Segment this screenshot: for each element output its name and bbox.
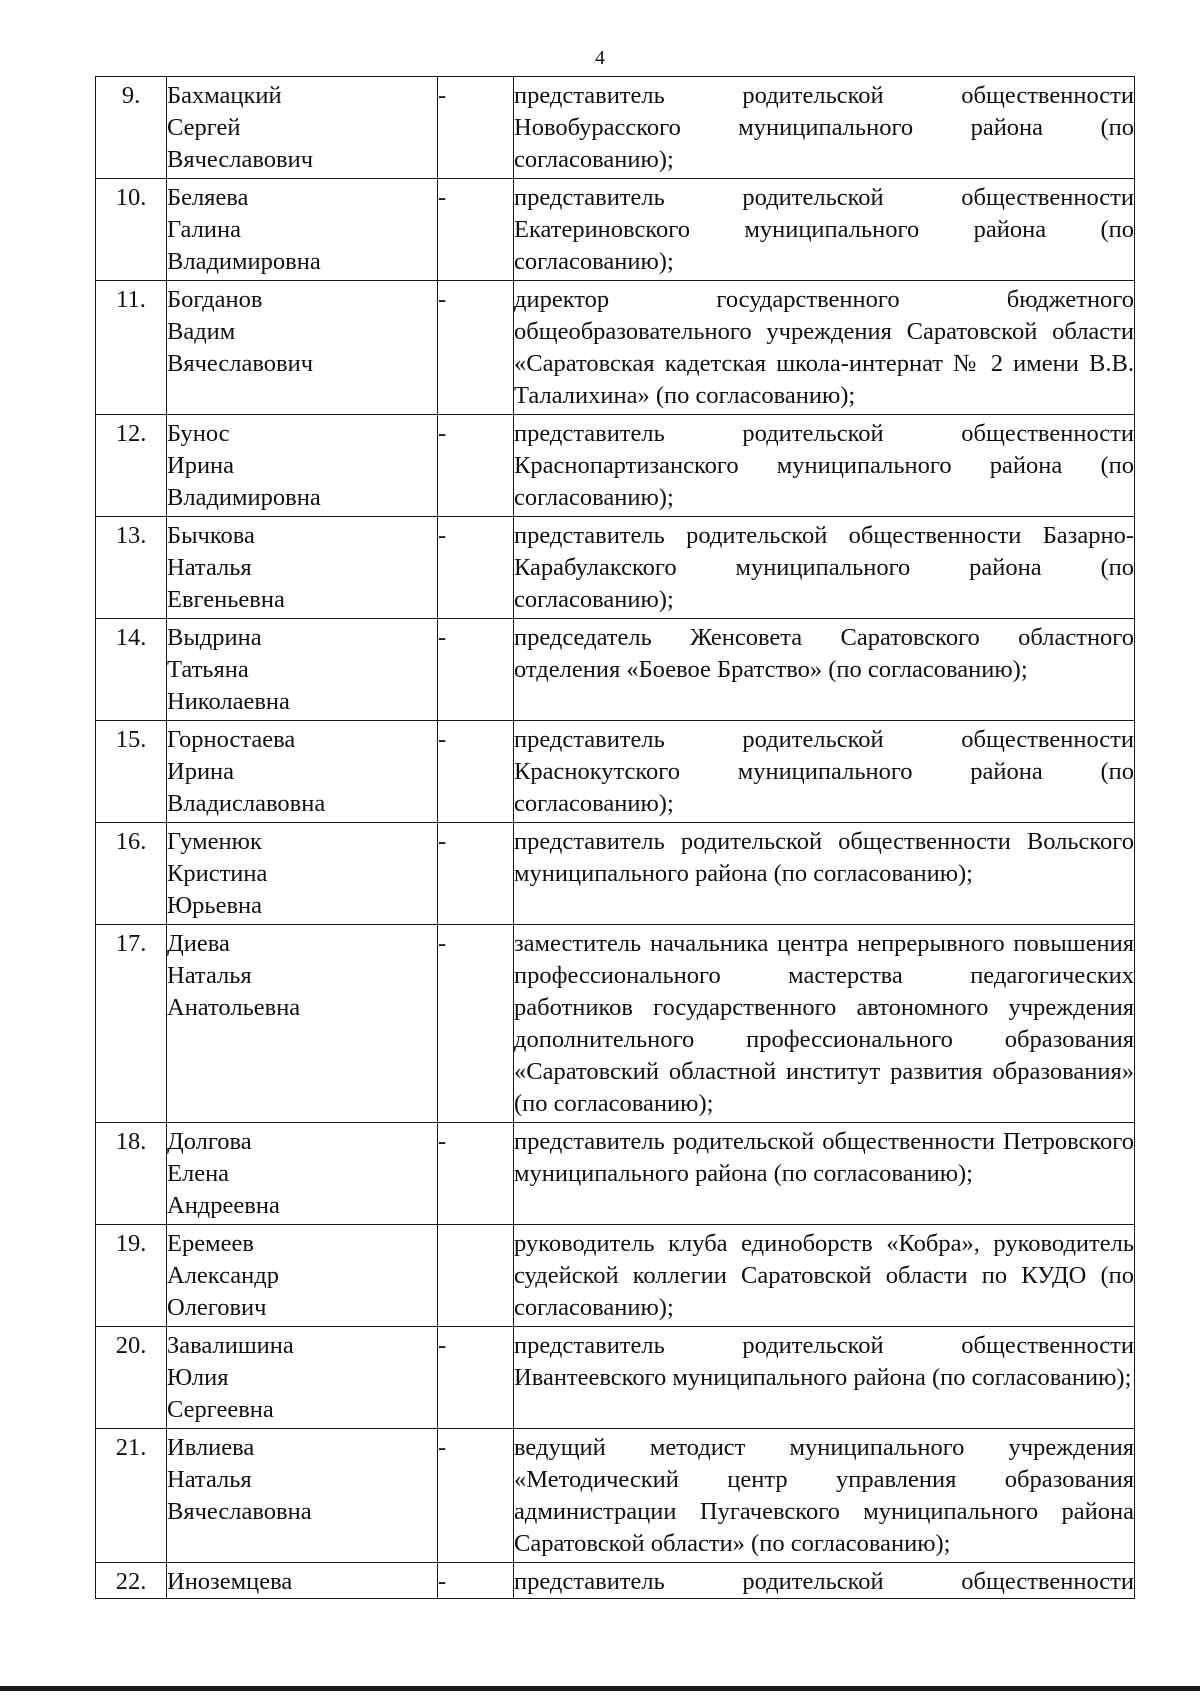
member-position: представитель родительской общественности Вольского муниципального района (по согласованию); (514, 823, 1135, 925)
member-name-line: Выдрина (167, 624, 262, 651)
page-number: 4 (595, 47, 605, 69)
member-position: представитель родительской общественности Новобурасского муниципального района (по согласованию); (514, 77, 1135, 179)
member-name (167, 179, 438, 281)
member-name-line: Анатольевна (167, 994, 301, 1021)
member-name-line: Сергей (167, 114, 241, 141)
member-name-line: Диева (167, 930, 230, 957)
dash-cell: - (438, 281, 514, 415)
table-row (96, 1225, 1135, 1327)
member-position: представитель родительской общественности (514, 1563, 1135, 1599)
member-name-line: Богданов (167, 286, 263, 313)
member-name-line: Завалишина (167, 1332, 294, 1359)
member-name-line: Галина (167, 216, 241, 243)
dash-cell (438, 1225, 514, 1327)
row-number: 19. (96, 1225, 167, 1327)
member-name-line: Олегович (167, 1294, 267, 1321)
member-name (167, 823, 438, 925)
row-number: 21. (96, 1429, 167, 1563)
table-row (96, 721, 1135, 823)
table-row (96, 925, 1135, 1123)
member-name-line: Иноземцева (167, 1568, 293, 1595)
member-name-line: Бунос (167, 420, 230, 447)
member-name-line: Владиславовна (167, 790, 326, 817)
table-row (96, 281, 1135, 415)
member-name-line: Ивлиева (167, 1434, 255, 1461)
member-name (167, 1225, 438, 1327)
member-name-line: Наталья (167, 1466, 252, 1493)
member-name (167, 415, 438, 517)
member-name-line: Бахмацкий (167, 82, 282, 109)
member-name-line: Елена (167, 1160, 230, 1187)
member-name-line: Евгеньевна (167, 586, 285, 613)
member-name (167, 925, 438, 1123)
row-number: 20. (96, 1327, 167, 1429)
member-position: директор государственного бюджетного общеобразовательного учреждения Саратовской области «Саратовская кадетская школа-интернат № 2 имени В.В. Талалихина» (по согласованию); (514, 281, 1135, 415)
row-number: 14. (96, 619, 167, 721)
row-number: 11. (96, 281, 167, 415)
member-name (167, 1123, 438, 1225)
member-position: представитель родительской общественности Базарно-Карабулакского муниципального района (по согласованию); (514, 517, 1135, 619)
member-name-line: Юлия (167, 1364, 229, 1391)
member-name-line: Александр (167, 1262, 279, 1289)
member-position: председатель Женсовета Саратовского областного отделения «Боевое Братство» (по согласованию); (514, 619, 1135, 721)
member-name-line: Беляева (167, 184, 249, 211)
member-position: представитель родительской общественности Екатериновского муниципального района (по согласованию); (514, 179, 1135, 281)
member-name-line: Юрьевна (167, 892, 263, 919)
member-name-line: Татьяна (167, 656, 249, 683)
row-number: 13. (96, 517, 167, 619)
member-name (167, 1327, 438, 1429)
table-row (96, 619, 1135, 721)
member-position: представитель родительской общественности Краснокутского муниципального района (по согласованию); (514, 721, 1135, 823)
member-name-line: Бычкова (167, 522, 255, 549)
member-name (167, 721, 438, 823)
member-name-line: Долгова (167, 1128, 252, 1155)
members-table (95, 76, 1135, 1599)
row-number: 12. (96, 415, 167, 517)
table-row (96, 179, 1135, 281)
member-name-line: Гуменюк (167, 828, 262, 855)
table-row (96, 1123, 1135, 1225)
member-name-line: Вячеславович (167, 146, 314, 173)
member-name (167, 281, 438, 415)
member-name-line: Ирина (167, 758, 235, 785)
member-position: заместитель начальника центра непрерывного повышения профессионального мастерства педагогических работников государственного автономного учреждения дополнительного профессионального образования «Саратовский областной институт развития образования» (по согласованию); (514, 925, 1135, 1123)
member-name (167, 619, 438, 721)
member-name-line: Кристина (167, 860, 268, 887)
row-number: 10. (96, 179, 167, 281)
dash-cell: - (438, 823, 514, 925)
scan-bottom-edge (0, 1686, 1200, 1691)
member-position: представитель родительской общественности Ивантеевского муниципального района (по согласованию); (514, 1327, 1135, 1429)
member-name (167, 1429, 438, 1563)
member-name-line: Сергеевна (167, 1396, 274, 1423)
row-number: 17. (96, 925, 167, 1123)
dash-cell: - (438, 721, 514, 823)
member-name (167, 517, 438, 619)
member-name-line: Владимировна (167, 484, 321, 511)
table-row (96, 1563, 1135, 1599)
dash-cell: - (438, 415, 514, 517)
member-position: представитель родительской общественности Краснопартизанского муниципального района (по согласованию); (514, 415, 1135, 517)
members-table-body (96, 77, 1135, 1599)
member-name-line: Горностаева (167, 726, 296, 753)
dash-cell: - (438, 179, 514, 281)
dash-cell: - (438, 77, 514, 179)
member-position: представитель родительской общественности Петровского муниципального района (по согласованию); (514, 1123, 1135, 1225)
member-name-line: Николаевна (167, 688, 290, 715)
member-name (167, 1563, 438, 1599)
dash-cell: - (438, 517, 514, 619)
member-position: руководитель клуба единоборств «Кобра», руководитель судейской коллегии Саратовской области по КУДО (по согласованию); (514, 1225, 1135, 1327)
row-number: 16. (96, 823, 167, 925)
member-name-line: Вадим (167, 318, 236, 345)
member-name-line: Наталья (167, 962, 252, 989)
member-name-line: Владимировна (167, 248, 321, 275)
dash-cell: - (438, 1123, 514, 1225)
dash-cell: - (438, 925, 514, 1123)
table-row (96, 823, 1135, 925)
dash-cell: - (438, 1563, 514, 1599)
member-name-line: Вячеславовна (167, 1498, 312, 1525)
member-name-line: Андреевна (167, 1192, 280, 1219)
member-name-line: Наталья (167, 554, 252, 581)
row-number: 9. (96, 77, 167, 179)
table-row (96, 517, 1135, 619)
member-name-line: Вячеславович (167, 350, 314, 377)
dash-cell: - (438, 1327, 514, 1429)
member-position: ведущий методист муниципального учреждения «Методический центр управления образования администрации Пугачевского муниципального района Саратовской области» (по согласованию); (514, 1429, 1135, 1563)
member-name-line: Еремеев (167, 1230, 254, 1257)
table-row (96, 1327, 1135, 1429)
member-name-line: Ирина (167, 452, 235, 479)
table-row (96, 1429, 1135, 1563)
row-number: 18. (96, 1123, 167, 1225)
member-name (167, 77, 438, 179)
row-number: 15. (96, 721, 167, 823)
dash-cell: - (438, 1429, 514, 1563)
table-row (96, 77, 1135, 179)
row-number: 22. (96, 1563, 167, 1599)
dash-cell: - (438, 619, 514, 721)
table-row (96, 415, 1135, 517)
